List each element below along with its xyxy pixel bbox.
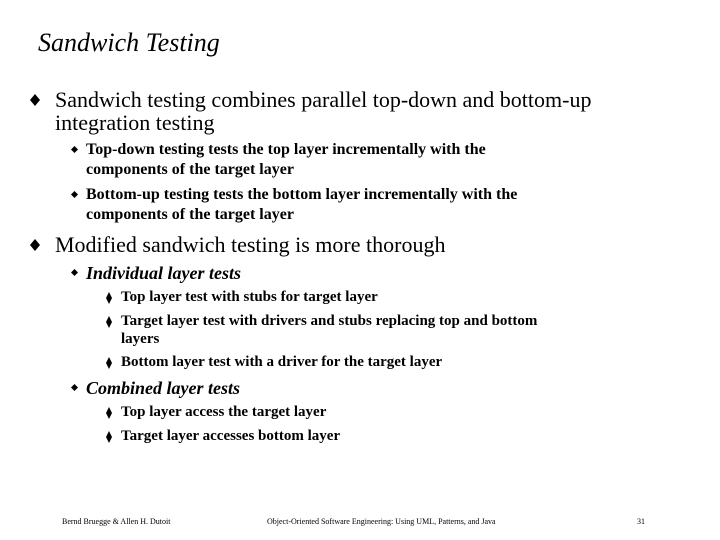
square-bullet-icon: [71, 191, 78, 198]
individual-item-2-line1: Target layer test with drivers and stubs replacing top and bottom: [121, 313, 538, 329]
individual-item-2-line2: layers: [121, 331, 160, 347]
combined-layer-tests-label: Combined layer tests: [86, 378, 240, 398]
narrow-diamond-bullet-icon: [106, 431, 112, 443]
individual-layer-tests-label: Individual layer tests: [86, 263, 242, 283]
footer-page-number: 31: [637, 517, 645, 526]
narrow-diamond-bullet-icon: [106, 357, 112, 369]
narrow-diamond-bullet-icon: [106, 407, 112, 419]
square-bullet-icon: [71, 384, 78, 391]
sub-bullet-topdown-line2: components of the target layer: [86, 161, 294, 178]
narrow-diamond-bullet-icon: [106, 316, 112, 328]
combined-item-1: Top layer access the target layer: [121, 404, 327, 420]
square-bullet-icon: [71, 269, 78, 276]
footer-book-title: Object-Oriented Software Engineering: Using UML, Patterns, and Java: [267, 517, 496, 526]
individual-item-3: Bottom layer test with a driver for the target layer: [121, 354, 443, 370]
footer-authors: Bernd Bruegge & Allen H. Dutoit: [62, 517, 171, 526]
bullet1-line2: integration testing: [55, 110, 215, 135]
narrow-diamond-bullet-icon: [106, 292, 112, 304]
diamond-bullet-icon: [30, 239, 40, 251]
bullet2-text: Modified sandwich testing is more thorough: [55, 232, 446, 257]
sub-bullet-topdown-line1: Top-down testing tests the top layer incrementally with the: [86, 141, 486, 158]
square-bullet-icon: [71, 146, 78, 153]
bullet1-line1: Sandwich testing combines parallel top-down and bottom-up: [55, 87, 592, 112]
combined-item-2: Target layer accesses bottom layer: [121, 428, 341, 444]
sub-bullet-bottomup-line2: components of the target layer: [86, 206, 294, 223]
individual-item-1: Top layer test with stubs for target layer: [121, 289, 378, 305]
sub-bullet-bottomup-line1: Bottom-up testing tests the bottom layer incrementally with the: [86, 186, 518, 203]
slide-title: Sandwich Testing: [38, 28, 220, 57]
diamond-bullet-icon: [30, 94, 40, 106]
